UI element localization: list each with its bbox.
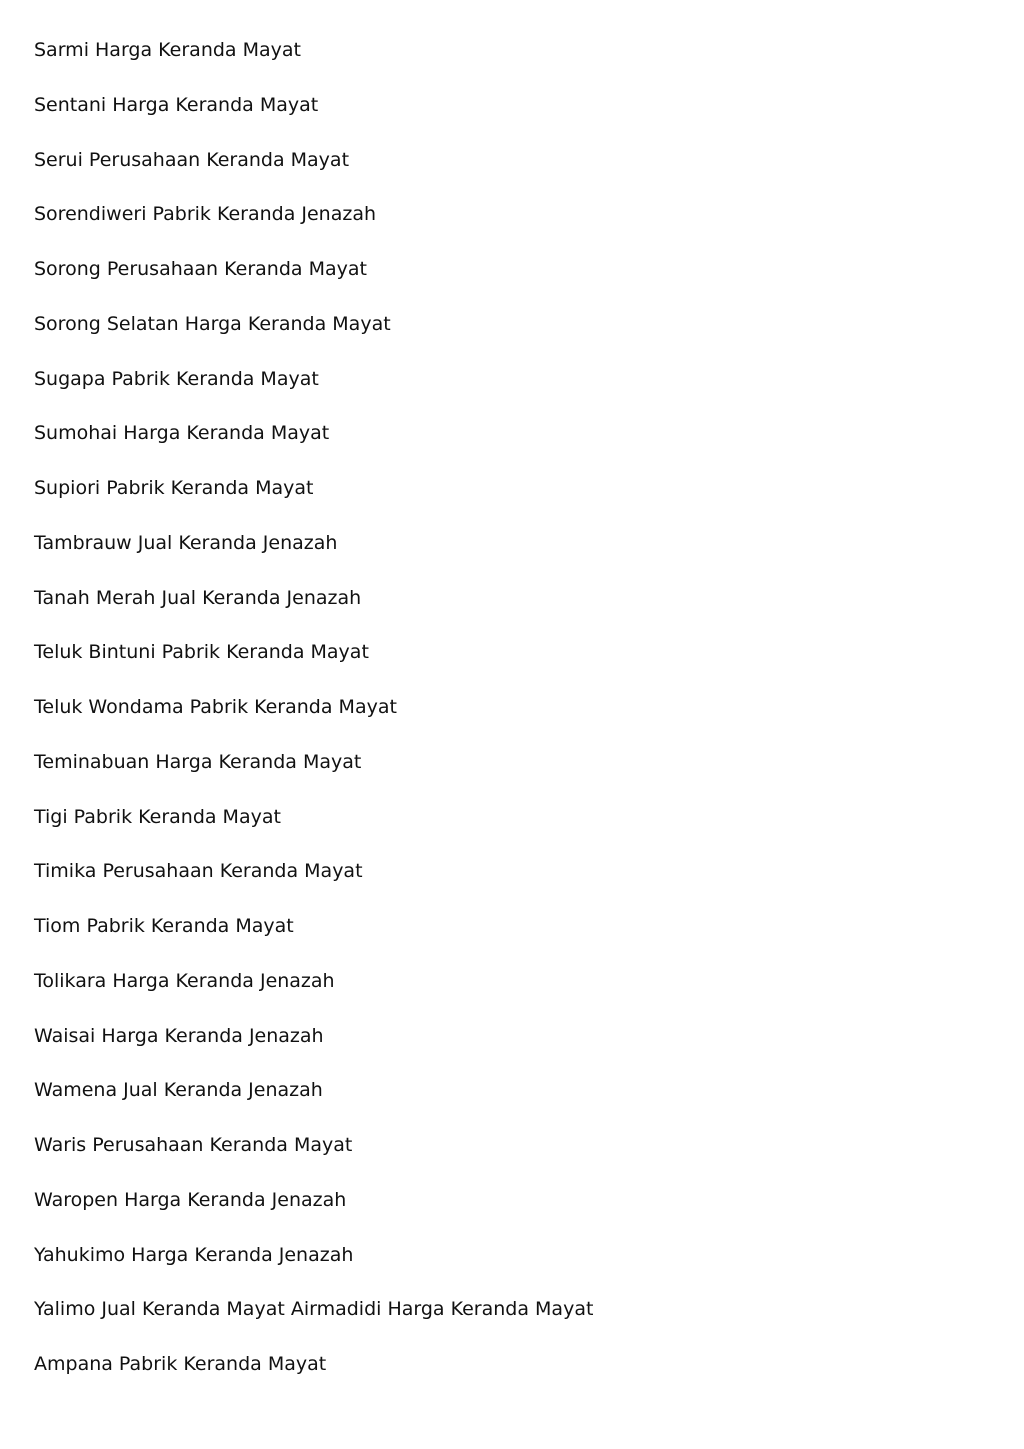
text-line: Waris Perusahaan Keranda Mayat (34, 1134, 353, 1156)
text-line: Sarmi Harga Keranda Mayat (34, 39, 301, 61)
text-line: Tolikara Harga Keranda Jenazah (34, 969, 335, 992)
text-line: Waisai Harga Keranda Jenazah (34, 1024, 324, 1047)
text-line: Tigi Pabrik Keranda Mayat (34, 805, 281, 828)
text-line: Sorong Perusahaan Keranda Mayat (34, 258, 367, 280)
text-line: Sorong Selatan Harga Keranda Mayat (34, 312, 391, 335)
text-line: Wamena Jual Keranda Jenazah (34, 1079, 323, 1102)
text-line: Yalimo Jual Keranda Mayat Airmadidi Harga Keranda Mayat (34, 1298, 594, 1321)
text-line: Sumohai Harga Keranda Mayat (34, 422, 330, 445)
text-line: Yahukimo Harga Keranda Jenazah (34, 1243, 354, 1266)
text-line: Teluk Bintuni Pabrik Keranda Mayat (34, 641, 369, 664)
text-line: Serui Perusahaan Keranda Mayat (34, 148, 350, 171)
text-line: Teluk Wondama Pabrik Keranda Mayat (34, 696, 397, 718)
text-line: Tanah Merah Jual Keranda Jenazah (34, 586, 362, 609)
text-line: Timika Perusahaan Keranda Mayat (34, 860, 363, 883)
text-line: Supiori Pabrik Keranda Mayat (34, 477, 314, 499)
text-line: Teminabuan Harga Keranda Mayat (34, 750, 362, 773)
text-line-list (34, 36, 593, 1405)
text-line: Tambrauw Jual Keranda Jenazah (34, 531, 338, 554)
text-line: Sentani Harga Keranda Mayat (34, 93, 319, 116)
text-line: Ampana Pabrik Keranda Mayat (34, 1353, 327, 1375)
text-line: Sugapa Pabrik Keranda Mayat (34, 367, 319, 390)
text-line: Sorendiweri Pabrik Keranda Jenazah (34, 203, 377, 226)
text-line: Waropen Harga Keranda Jenazah (34, 1188, 347, 1211)
text-line: Tiom Pabrik Keranda Mayat (34, 915, 294, 937)
